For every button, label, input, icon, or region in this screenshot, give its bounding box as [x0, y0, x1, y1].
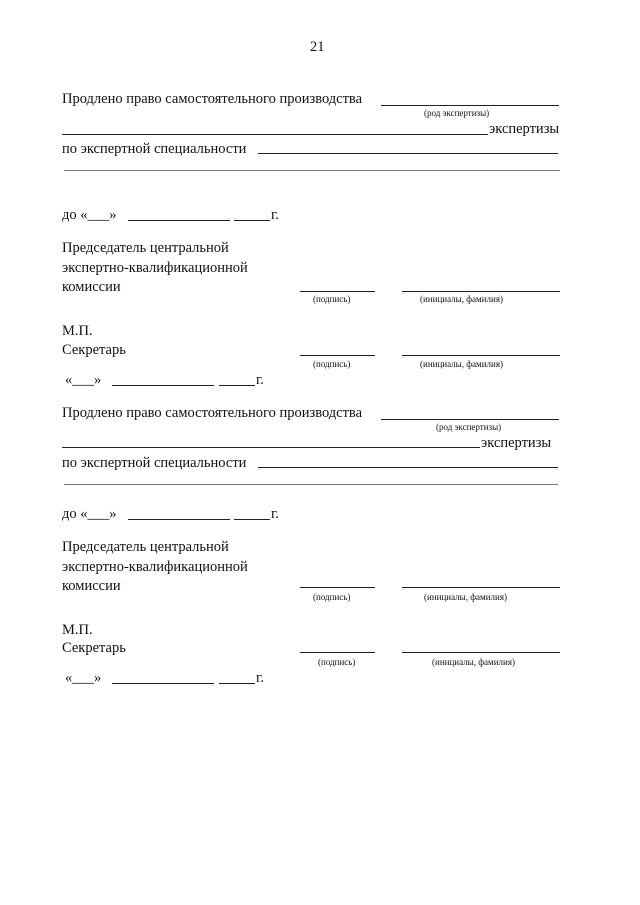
chair-signature-field[interactable] [300, 587, 375, 588]
chair-line-2: экспертно-квалификационной [62, 260, 248, 276]
expertise-name-field[interactable] [62, 134, 488, 135]
expertise-kind-field[interactable] [381, 419, 559, 420]
chair-line-1: Председатель центральной [62, 539, 229, 555]
chair-line-3: комиссии [62, 279, 121, 295]
expertise-word: экспертизы [481, 435, 552, 451]
secretary-date-label: «___» [65, 372, 102, 388]
secretary-signature-caption: (подпись) [313, 359, 351, 369]
chair-signature-field[interactable] [300, 291, 375, 292]
secretary-label: Секретарь [62, 342, 126, 358]
chair-name-field[interactable] [402, 587, 560, 588]
secretary-date-label: «___» [65, 670, 102, 686]
chair-name-caption: (инициалы, фамилия) [424, 592, 507, 602]
until-year-field[interactable] [234, 220, 270, 221]
specialty-field-continued[interactable] [64, 170, 560, 171]
year-suffix: г. [271, 207, 279, 223]
secretary-signature-field[interactable] [300, 652, 375, 653]
secretary-year-suffix: г. [256, 670, 264, 686]
specialty-label: по экспертной специальности [62, 455, 247, 471]
expertise-word: экспертизы [489, 121, 560, 137]
chair-signature-caption: (подпись) [313, 592, 351, 602]
chair-line-2: экспертно-квалификационной [62, 559, 248, 575]
chair-line-3: комиссии [62, 578, 121, 594]
expertise-kind-caption: (род экспертизы) [436, 422, 502, 432]
until-date-label: до «___» [62, 207, 117, 223]
specialty-field[interactable] [258, 467, 558, 468]
extension-block-1 [0, 0, 640, 388]
chair-line-1: Председатель центральной [62, 240, 229, 256]
year-suffix: г. [271, 506, 279, 522]
expertise-kind-field[interactable] [381, 105, 559, 106]
expertise-name-field[interactable] [62, 447, 480, 448]
secretary-signature-caption: (подпись) [318, 657, 356, 667]
secretary-label: Секретарь [62, 640, 126, 656]
chair-name-field[interactable] [402, 291, 560, 292]
extension-heading: Продлено право самостоятельного производства [62, 91, 363, 107]
chair-name-caption: (инициалы, фамилия) [420, 294, 503, 304]
secretary-name-field[interactable] [402, 652, 560, 653]
until-month-field[interactable] [128, 519, 230, 520]
extension-block-2 [0, 314, 640, 686]
secretary-month-field[interactable] [112, 683, 214, 684]
stamp-label: М.П. [62, 323, 93, 339]
chair-signature-caption: (подпись) [313, 294, 351, 304]
secretary-year-suffix: г. [256, 372, 264, 388]
secretary-name-caption: (инициалы, фамилия) [420, 359, 503, 369]
secretary-year-field[interactable] [219, 683, 255, 684]
expertise-kind-caption: (род экспертизы) [424, 108, 490, 118]
specialty-label: по экспертной специальности [62, 141, 247, 157]
stamp-label: М.П. [62, 622, 93, 638]
secretary-name-caption: (инициалы, фамилия) [432, 657, 515, 667]
specialty-field[interactable] [258, 153, 558, 154]
until-date-label: до «___» [62, 506, 117, 522]
until-year-field[interactable] [234, 519, 270, 520]
extension-heading: Продлено право самостоятельного производства [62, 405, 363, 421]
page-number: 21 [310, 39, 325, 55]
specialty-field-continued[interactable] [64, 484, 558, 485]
until-month-field[interactable] [128, 220, 230, 221]
